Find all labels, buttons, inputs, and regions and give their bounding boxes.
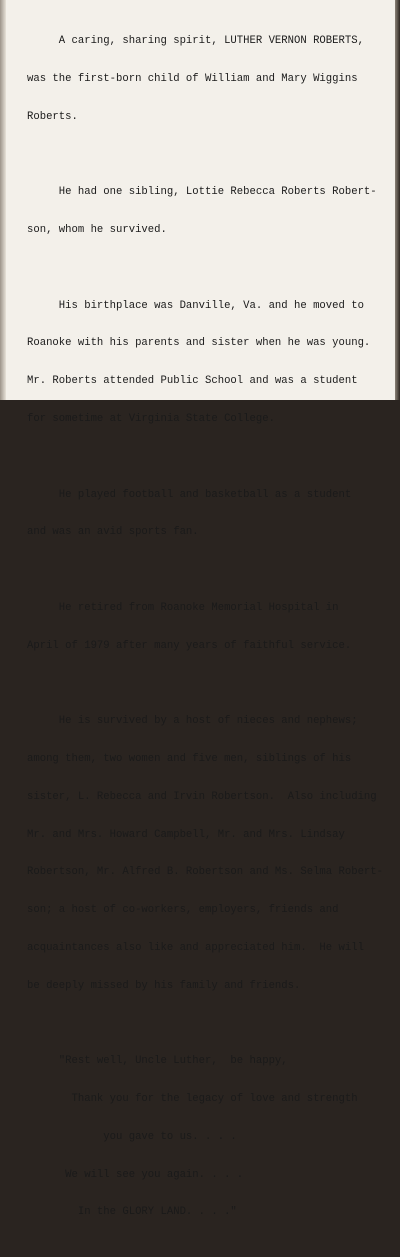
text-line: son; a host of co-workers, employers, friends and xyxy=(27,904,339,917)
text-line: among them, two women and five men, siblings of his xyxy=(27,753,352,766)
text-line: He had one sibling, Lottie Rebecca Roberts Robert- xyxy=(27,186,377,199)
text-line: He retired from Roanoke Memorial Hospital in xyxy=(27,601,339,614)
page-left-edge xyxy=(0,0,6,400)
text-line: for sometime at Virginia State College. xyxy=(27,413,275,425)
text-line: son, whom he survived. xyxy=(27,224,167,237)
obituary-text xyxy=(27,10,389,1257)
paragraph-sibling xyxy=(27,161,389,262)
text-line: Mr. Roberts attended Public School and was a student xyxy=(27,375,358,388)
page-right-edge xyxy=(395,0,400,400)
text-line: April of 1979 after many years of faithful service. xyxy=(27,639,352,652)
poem-line: "Rest well, Uncle Luther, be happy, xyxy=(27,1055,288,1068)
paragraph-retirement xyxy=(27,577,389,678)
closing-poem xyxy=(27,1030,389,1244)
paragraph-birthplace xyxy=(27,274,389,450)
text-line: sister, L. Rebecca and Irvin Robertson. Also including xyxy=(27,790,377,803)
poem-line: Thank you for the legacy of love and strength xyxy=(27,1093,358,1106)
poem-line: We will see you again. . . . xyxy=(27,1168,244,1181)
poem-line: In the GLORY LAND. . . ." xyxy=(27,1206,237,1219)
text-line: He played football and basketball as a student xyxy=(27,488,352,501)
paragraph-intro xyxy=(27,10,389,149)
text-line: He is survived by a host of nieces and nephews; xyxy=(27,715,358,728)
text-line: His birthplace was Danville, Va. and he moved to xyxy=(27,299,364,312)
paragraph-survivors xyxy=(27,690,389,1017)
text-line: acquaintances also like and appreciated him. He will xyxy=(27,941,364,954)
poem-line: you gave to us. . . . xyxy=(27,1130,237,1143)
text-line: A caring, sharing spirit, LUTHER VERNON ROBERTS, xyxy=(27,35,364,48)
paragraph-sports xyxy=(27,463,389,564)
text-line: Roberts. xyxy=(27,110,78,123)
text-line: Robertson, Mr. Alfred B. Robertson and Ms. Selma Robert- xyxy=(27,866,384,879)
text-line: be deeply missed by his family and friends. xyxy=(27,979,301,992)
text-line: Roanoke with his parents and sister when he was young. xyxy=(27,337,371,350)
text-line: and was an avid sports fan. xyxy=(27,526,199,539)
text-line: was the first-born child of William and Mary Wiggins xyxy=(27,72,358,85)
text-line: Mr. and Mrs. Howard Campbell, Mr. and Mrs. Lindsay xyxy=(27,828,345,841)
